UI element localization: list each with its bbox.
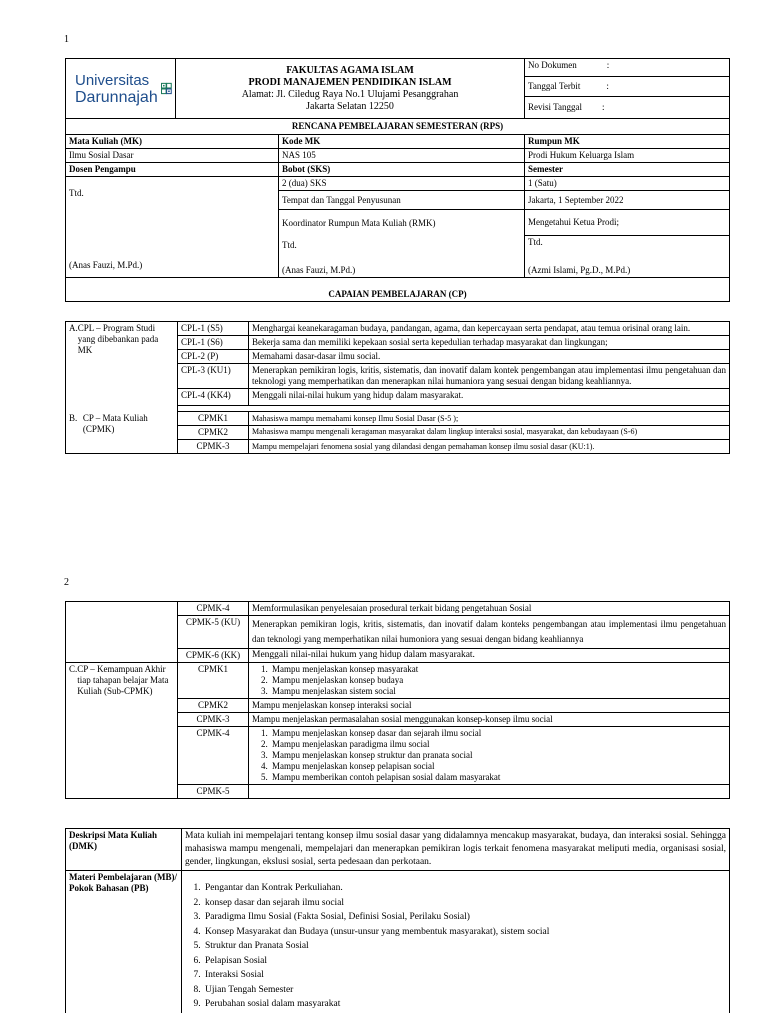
rumpun-label: Rumpun MK <box>525 135 730 149</box>
cpl-text: Bekerja sama dan memiliki kepekaan sosial serta kepedulian terhadap masyarakat dan lingkungan; <box>249 336 730 350</box>
revision-cell <box>525 97 730 119</box>
materi-list-cell <box>182 871 730 1013</box>
sub-cpmk-label-cell <box>66 663 178 799</box>
blank-cell <box>66 602 178 663</box>
mk-label: Mata Kuliah (MK) <box>66 135 279 149</box>
list-item: 1. Mampu menjelaskan konsep masyarakat <box>270 664 726 675</box>
sub-cpmk1-list-cell <box>249 663 730 699</box>
logo-line2: Darunnajah <box>75 88 158 106</box>
list-item: 4. Mampu menjelaskan konsep pelapisan social <box>270 761 726 772</box>
logo-line1: Universitas <box>75 71 150 89</box>
sub-cpmk-letter: C. <box>69 664 78 674</box>
sub-cpmk4-list-cell <box>249 727 730 785</box>
cpl-code: CPL-2 (P) <box>178 350 249 364</box>
cpl-code: CPL-1 (S5) <box>178 322 249 336</box>
list-item: 2. Mampu menjelaskan paradigma ilmu social <box>270 739 726 750</box>
bobot-label: Bobot (SKS) <box>279 163 525 177</box>
cpl-letter: A. <box>69 323 78 333</box>
cpmk4-text: Memformulasikan penyelesaian prosedural terkait bidang pengetahuan Sosial <box>249 602 730 616</box>
sub-cpmk3-text: Mampu menjelaskan permasalahan sosial menggunakan konsep-konsep ilmu social <box>249 713 730 727</box>
list-item: 8. Ujian Tengah Semester <box>203 983 726 998</box>
semester-label: Semester <box>525 163 730 177</box>
cpmk-code: CPMK1 <box>178 412 249 426</box>
cpmk-continued-table <box>65 601 730 799</box>
cpmk-code: CPMK2 <box>178 426 249 440</box>
kode-label: Kode MK <box>279 135 525 149</box>
bobot-value: 2 (dua) SKS <box>279 177 525 191</box>
cpmk6-code: CPMK-6 (KK) <box>178 649 249 663</box>
doc-no-label: No Dokumen <box>528 60 577 70</box>
list-item: 2. Mampu menjelaskan konsep budaya <box>270 675 726 686</box>
dosen-name: (Anas Fauzi, M.Pd.) <box>69 260 143 270</box>
list-item: 9. Perubahan sosial dalam masyarakat <box>203 997 726 1012</box>
deskripsi-text: Mata kuliah ini mempelajari tentang konsep ilmu sosial dasar yang didalamnya mencakup masyarakat, budaya, dan interaksi sosial. Sehingga mahasiswa mampu mengenali, mempelajari dan menerapkan pemikiran logis terkait fenomena masyarakat meliputi media, organisasi sosial, gender, lingkungan, ekslusi sosial, serta pedesaan dan perkotaan. <box>182 829 730 871</box>
mk-value: Ilmu Sosial Dasar <box>66 149 279 163</box>
cpl-text: Memahami dasar-dasar ilmu social. <box>249 350 730 364</box>
ketua-ttd: Ttd. <box>525 236 730 258</box>
list-item: 4. Konsep Masyarakat dan Budaya (unsur-unsur yang membentuk masyarakat), sistem social <box>203 925 726 940</box>
cpl-code: CPL-4 (KK4) <box>178 389 249 406</box>
doc-no-colon: : <box>606 60 610 70</box>
materi-label: Materi Pembelajaran (MB)/ Pokok Bahasan (PB) <box>66 871 182 1013</box>
koordinator-cell <box>279 210 525 278</box>
cpmk-label: CP – Mata Kuliah (CPMK) <box>82 412 148 434</box>
address-line2: Jakarta Selatan 12250 <box>306 100 394 112</box>
logo-cell <box>66 59 176 119</box>
sub-cpmk2-text: Mampu menjelaskan konsep interaksi social <box>249 699 730 713</box>
list-item: 7. Interaksi Sosial <box>203 968 726 983</box>
deskripsi-label: Deskripsi Mata Kuliah (DMK) <box>66 829 182 871</box>
list-item: 2. konsep dasar dan sejarah ilmu social <box>203 896 726 911</box>
list-item: 3. Mampu menjelaskan konsep struktur dan pranata social <box>270 750 726 761</box>
semester-value: 1 (Satu) <box>525 177 730 191</box>
cpmk5-text: Menerapkan pemikiran logis, kritis, sistematis, dan inovatif dalam konteks pengembangan atau implementasi ilmu pengetahuan dan teknologi yang memperhatikan nilai humoniora yang sesuai dengan bidang keahliannya <box>249 616 730 649</box>
tempat-label: Tempat dan Tanggal Penyusunan <box>279 191 525 210</box>
cpl-label-cell <box>66 322 178 406</box>
sub-cpmk4-list <box>252 728 726 783</box>
university-logo <box>69 72 172 106</box>
dosen-label: Dosen Pengampu <box>66 163 279 177</box>
rps-title: RENCANA PEMBELAJARAN SEMESTERAN (RPS) <box>66 119 730 135</box>
cpmk-letter: B. <box>69 412 78 423</box>
cpl-code: CPL-3 (KU1) <box>178 364 249 389</box>
list-item: 6. Pelapisan Sosial <box>203 954 726 969</box>
date-issued-label: Tanggal Terbit <box>528 81 581 91</box>
list-item: 5. Struktur dan Pranata Sosial <box>203 939 726 954</box>
list-item: 5. Mampu memberikan contoh pelapisan sosial dalam masyarakat <box>270 772 726 783</box>
dosen-ttd: Ttd. <box>69 188 84 198</box>
list-item: 3. Paradigma Ilmu Sosial (Fakta Sosial, Definisi Sosial, Perilaku Sosial) <box>203 910 726 925</box>
description-table <box>65 828 730 1013</box>
program-name: PRODI MANAJEMEN PENDIDIKAN ISLAM <box>248 76 452 88</box>
sub-cpmk1-code: CPMK1 <box>178 663 249 699</box>
cpmk4-code: CPMK-4 <box>178 602 249 616</box>
cpmk6-text: Menggali nilai-nilai hukum yang hidup dalam masyarakat. <box>249 649 730 663</box>
revision-colon: : <box>601 102 605 112</box>
cp-title: CAPAIAN PEMBELAJARAN (CP) <box>66 278 730 302</box>
doc-no-cell <box>525 59 730 77</box>
cpl-code: CPL-1 (S6) <box>178 336 249 350</box>
list-item: 1. Mampu menjelaskan konsep dasar dan sejarah ilmu social <box>270 728 726 739</box>
kode-value: NAS 105 <box>279 149 525 163</box>
address-line1: Alamat: Jl. Ciledug Raya No.1 Ulujami Pesanggrahan <box>241 88 459 100</box>
date-issued-cell <box>525 77 730 97</box>
cpmk5-code: CPMK-5 (KU) <box>178 616 249 649</box>
cpl-table <box>65 321 730 454</box>
dosen-signature-cell <box>66 177 279 278</box>
cpl-label: CPL – Program Studi yang dibebankan pada MK <box>77 323 159 355</box>
cpl-text: Menghargai keanekaragaman budaya, pandangan, agama, dan kepercayaan serta pendapat, atau temua orisinal orang lain. <box>249 322 730 336</box>
page-number-1: 1 <box>64 34 69 45</box>
logo-emblem-icon <box>161 76 172 102</box>
cpmk-label-cell <box>66 412 178 454</box>
materi-list <box>185 881 726 1012</box>
page-number-2: 2 <box>64 577 69 588</box>
sub-cpmk5-text <box>249 785 730 799</box>
list-item: 1. Pengantar dan Kontrak Perkuliahan. <box>203 881 726 896</box>
sub-cpmk4-code: CPMK-4 <box>178 727 249 785</box>
revision-label: Revisi Tanggal <box>528 102 582 112</box>
sub-cpmk5-code: CPMK-5 <box>178 785 249 799</box>
date-issued-colon: : <box>606 81 609 91</box>
ketua-name: (Azmi Islami, Pg.D., M.Pd.) <box>525 258 730 278</box>
cpmk-text: Mampu mempelajari fenomena sosial yang dilandasi dengan pemahaman konsep ilmu sosial dasar (KU:1). <box>249 440 730 454</box>
cpmk-code: CPMK-3 <box>178 440 249 454</box>
koordinator-name: (Anas Fauzi, M.Pd.) <box>282 265 356 275</box>
list-item: 3. Mampu menjelaskan sistem social <box>270 686 726 697</box>
rps-header-table <box>65 58 730 302</box>
cpmk-text: Mahasiswa mampu memahami konsep Ilmu Sosial Dasar (S-5 ); <box>249 412 730 426</box>
koordinator-ttd: Ttd. <box>282 240 297 250</box>
sub-cpmk3-code: CPMK-3 <box>178 713 249 727</box>
tempat-value: Jakarta, 1 September 2022 <box>525 191 730 210</box>
koordinator-label: Koordinator Rumpun Mata Kuliah (RMK) <box>282 218 436 228</box>
faculty-name: FAKULTAS AGAMA ISLAM <box>286 64 414 76</box>
sub-cpmk1-list <box>252 664 726 697</box>
ketua-label: Mengetahui Ketua Prodi; <box>525 210 730 236</box>
rumpun-value: Prodi Hukum Keluarga Islam <box>525 149 730 163</box>
cpl-text: Menggali nilai-nilai hukum yang hidup dalam masyarakat. <box>249 389 730 406</box>
cpl-text: Menerapkan pemikiran logis, kritis, sistematis, dan inovatif dalam kontek pengembangan atau implementasi ilmu pengetahuan dan teknologi yang memperhatikan dan menerapkan nilai humaniora yang sesuai dengan bidang keahliannya. <box>249 364 730 389</box>
sub-cpmk2-code: CPMK2 <box>178 699 249 713</box>
sub-cpmk-label: CP – Kemampuan Akhir tiap tahapan belajar Mata Kuliah (Sub-CPMK) <box>77 664 169 696</box>
cpmk-text: Mahasiswa mampu mengenali keragaman masyarakat dalam lingkup interaksi sosial, masyarakat, dan kebudayaan (S-6) <box>249 426 730 440</box>
institution-block <box>176 59 525 119</box>
